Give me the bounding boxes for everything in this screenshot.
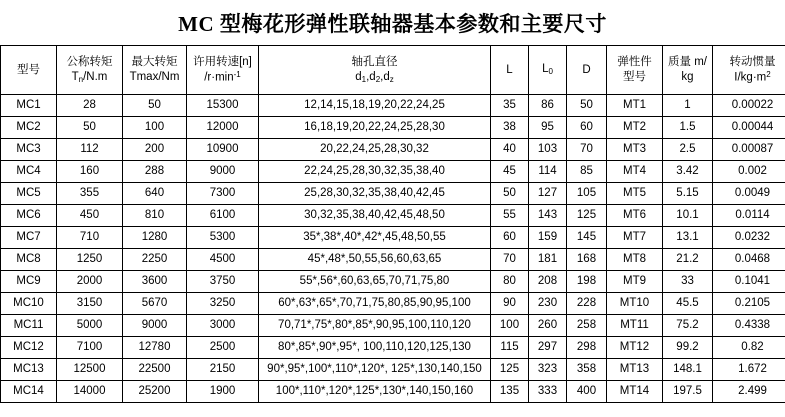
table-row — [1, 205, 785, 227]
cell-mass: 197.5 — [663, 381, 713, 403]
cell-l: 55 — [491, 205, 529, 227]
cell-l: 40 — [491, 139, 529, 161]
cell-allowable-speed: 3750 — [187, 271, 259, 293]
cell-d: 105 — [567, 183, 607, 205]
cell-nominal-torque: 7100 — [57, 337, 123, 359]
cell-l: 60 — [491, 227, 529, 249]
cell-moment-of-inertia: 0.4338 — [713, 315, 785, 337]
header-line-1: $L_0$ — [542, 63, 553, 77]
cell-d: 145 — [567, 227, 607, 249]
cell-l0: 114 — [529, 161, 567, 183]
cell-mass: 5.15 — [663, 183, 713, 205]
cell-mass: 99.2 — [663, 337, 713, 359]
cell-model: MC14 — [1, 381, 57, 403]
cell-d: 298 — [567, 337, 607, 359]
cell-l0: 260 — [529, 315, 567, 337]
header-line-2: $d_1,d_2,d_z$ — [355, 70, 394, 84]
cell-elastic-element: MT12 — [607, 337, 663, 359]
cell-allowable-speed: 5300 — [187, 227, 259, 249]
cell-l0: 208 — [529, 271, 567, 293]
cell-l: 45 — [491, 161, 529, 183]
cell-l: 50 — [491, 183, 529, 205]
cell-d: 228 — [567, 293, 607, 315]
cell-moment-of-inertia: 0.0468 — [713, 249, 785, 271]
header-line-2: $I/kg\cdot m^2$ — [734, 69, 771, 84]
cell-allowable-speed: 7300 — [187, 183, 259, 205]
cell-bore-diameter: 45*,48*,50,55,56,60,63,65 — [259, 249, 491, 271]
cell-moment-of-inertia: 0.0049 — [713, 183, 785, 205]
table-row — [1, 359, 785, 381]
cell-moment-of-inertia: 0.002 — [713, 161, 785, 183]
column-header-max-torque — [123, 46, 187, 95]
cell-elastic-element: MT10 — [607, 293, 663, 315]
cell-bore-diameter: 80*,85*,90*,95*, 100,110,120,125,130 — [259, 337, 491, 359]
table-row — [1, 161, 785, 183]
cell-max-torque: 288 — [123, 161, 187, 183]
cell-nominal-torque: 1250 — [57, 249, 123, 271]
cell-moment-of-inertia: 0.1041 — [713, 271, 785, 293]
cell-nominal-torque: 28 — [57, 95, 123, 117]
table-header-row — [1, 46, 785, 95]
column-header-model — [1, 46, 57, 95]
cell-elastic-element: MT1 — [607, 95, 663, 117]
cell-model: MC6 — [1, 205, 57, 227]
column-header-moment-of-inertia — [713, 46, 785, 95]
cell-d: 70 — [567, 139, 607, 161]
cell-model: MC13 — [1, 359, 57, 381]
header-line-1: 型号 — [17, 63, 40, 76]
column-header-bore-diameter — [259, 46, 491, 95]
table-header — [1, 46, 785, 95]
cell-allowable-speed: 15300 — [187, 95, 259, 117]
cell-l0: 86 — [529, 95, 567, 117]
header-line-1: 最大转矩 — [131, 56, 178, 69]
cell-allowable-speed: 3000 — [187, 315, 259, 337]
cell-max-torque: 100 — [123, 117, 187, 139]
cell-l0: 181 — [529, 249, 567, 271]
cell-max-torque: 1280 — [123, 227, 187, 249]
page-title: MC 型梅花形弹性联轴器基本参数和主要尺寸 — [178, 12, 607, 36]
cell-l0: 127 — [529, 183, 567, 205]
cell-elastic-element: MT13 — [607, 359, 663, 381]
cell-bore-diameter: 16,18,19,20,22,24,25,28,30 — [259, 117, 491, 139]
cell-nominal-torque: 710 — [57, 227, 123, 249]
cell-nominal-torque: 355 — [57, 183, 123, 205]
cell-l0: 103 — [529, 139, 567, 161]
cell-allowable-speed: 3250 — [187, 293, 259, 315]
cell-nominal-torque: 3150 — [57, 293, 123, 315]
cell-allowable-speed: 6100 — [187, 205, 259, 227]
cell-d: 400 — [567, 381, 607, 403]
header-line-2: Tmax/Nm — [129, 71, 180, 83]
spec-table — [0, 45, 785, 403]
table-row — [1, 315, 785, 337]
cell-l0: 333 — [529, 381, 567, 403]
cell-l0: 95 — [529, 117, 567, 139]
header-line-2: 型号 — [623, 71, 646, 83]
header-line-1: 公称转矩 — [66, 55, 113, 68]
cell-allowable-speed: 10900 — [187, 139, 259, 161]
cell-l: 115 — [491, 337, 529, 359]
cell-model: MC4 — [1, 161, 57, 183]
cell-l0: 297 — [529, 337, 567, 359]
column-header-nominal-torque — [57, 46, 123, 95]
header-line-1: D — [582, 63, 591, 76]
cell-model: MC2 — [1, 117, 57, 139]
cell-bore-diameter: 30,32,35,38,40,42,45,48,50 — [259, 205, 491, 227]
cell-bore-diameter: 55*,56*,60,63,65,70,71,75,80 — [259, 271, 491, 293]
column-header-mass — [663, 46, 713, 95]
cell-mass: 10.1 — [663, 205, 713, 227]
cell-max-torque: 12780 — [123, 337, 187, 359]
cell-model: MC11 — [1, 315, 57, 337]
cell-mass: 75.2 — [663, 315, 713, 337]
cell-l: 100 — [491, 315, 529, 337]
cell-max-torque: 25200 — [123, 381, 187, 403]
cell-moment-of-inertia: 0.2105 — [713, 293, 785, 315]
cell-moment-of-inertia: 0.0232 — [713, 227, 785, 249]
cell-allowable-speed: 2150 — [187, 359, 259, 381]
cell-l0: 230 — [529, 293, 567, 315]
column-header-elastic-element — [607, 46, 663, 95]
cell-d: 358 — [567, 359, 607, 381]
cell-nominal-torque: 50 — [57, 117, 123, 139]
cell-max-torque: 50 — [123, 95, 187, 117]
cell-max-torque: 640 — [123, 183, 187, 205]
cell-elastic-element: MT14 — [607, 381, 663, 403]
cell-moment-of-inertia: 0.00087 — [713, 139, 785, 161]
cell-model: MC1 — [1, 95, 57, 117]
table-row — [1, 271, 785, 293]
cell-elastic-element: MT3 — [607, 139, 663, 161]
cell-elastic-element: MT2 — [607, 117, 663, 139]
cell-max-torque: 5670 — [123, 293, 187, 315]
cell-bore-diameter: 12,14,15,18,19,20,22,24,25 — [259, 95, 491, 117]
cell-l: 38 — [491, 117, 529, 139]
header-line-1: 弹性件 — [617, 56, 652, 69]
cell-l: 135 — [491, 381, 529, 403]
cell-d: 258 — [567, 315, 607, 337]
table-row — [1, 95, 785, 117]
table-row — [1, 381, 785, 403]
cell-model: MC10 — [1, 293, 57, 315]
cell-moment-of-inertia: 0.00022 — [713, 95, 785, 117]
cell-allowable-speed: 12000 — [187, 117, 259, 139]
cell-elastic-element: MT4 — [607, 161, 663, 183]
cell-bore-diameter: 35*,38*,40*,42*,45,48,50,55 — [259, 227, 491, 249]
cell-elastic-element: MT7 — [607, 227, 663, 249]
cell-nominal-torque: 2000 — [57, 271, 123, 293]
cell-bore-diameter: 90*,95*,100*,110*,120*, 125*,130,140,150 — [259, 359, 491, 381]
cell-model: MC7 — [1, 227, 57, 249]
cell-bore-diameter: 22,24,25,28,30,32,35,38,40 — [259, 161, 491, 183]
table-row — [1, 139, 785, 161]
cell-mass: 3.42 — [663, 161, 713, 183]
cell-mass: 21.2 — [663, 249, 713, 271]
cell-model: MC9 — [1, 271, 57, 293]
cell-moment-of-inertia: 0.82 — [713, 337, 785, 359]
cell-max-torque: 810 — [123, 205, 187, 227]
header-line-2: kg — [681, 71, 694, 83]
cell-max-torque: 9000 — [123, 315, 187, 337]
table-row — [1, 117, 785, 139]
table-row — [1, 293, 785, 315]
cell-d: 198 — [567, 271, 607, 293]
cell-max-torque: 22500 — [123, 359, 187, 381]
cell-max-torque: 200 — [123, 139, 187, 161]
cell-mass: 2.5 — [663, 139, 713, 161]
cell-l: 125 — [491, 359, 529, 381]
cell-mass: 148.1 — [663, 359, 713, 381]
cell-moment-of-inertia: 0.0114 — [713, 205, 785, 227]
cell-elastic-element: MT5 — [607, 183, 663, 205]
cell-model: MC5 — [1, 183, 57, 205]
cell-elastic-element: MT8 — [607, 249, 663, 271]
header-line-1: 许用转速[n] — [193, 55, 252, 68]
cell-l0: 159 — [529, 227, 567, 249]
cell-elastic-element: MT11 — [607, 315, 663, 337]
cell-nominal-torque: 160 — [57, 161, 123, 183]
cell-bore-diameter: 100*,110*,120*,125*,130*,140,150,160 — [259, 381, 491, 403]
cell-l0: 323 — [529, 359, 567, 381]
cell-model: MC12 — [1, 337, 57, 359]
cell-d: 50 — [567, 95, 607, 117]
cell-d: 125 — [567, 205, 607, 227]
cell-allowable-speed: 4500 — [187, 249, 259, 271]
cell-nominal-torque: 112 — [57, 139, 123, 161]
header-line-2: $T_n/N.m$ — [71, 70, 108, 84]
cell-model: MC3 — [1, 139, 57, 161]
cell-l: 90 — [491, 293, 529, 315]
cell-allowable-speed: 1900 — [187, 381, 259, 403]
cell-bore-diameter: 70,71*,75*,80*,85*,90,95,100,110,120 — [259, 315, 491, 337]
column-header-l0 — [529, 46, 567, 95]
table-body — [1, 95, 785, 403]
header-line-1: 质量 m/ — [668, 56, 707, 69]
cell-nominal-torque: 450 — [57, 205, 123, 227]
table-row — [1, 183, 785, 205]
cell-l0: 143 — [529, 205, 567, 227]
cell-l: 80 — [491, 271, 529, 293]
cell-model: MC8 — [1, 249, 57, 271]
cell-elastic-element: MT6 — [607, 205, 663, 227]
column-header-allowable-speed — [187, 46, 259, 95]
header-line-1: 转动惯量 — [729, 55, 776, 68]
cell-max-torque: 2250 — [123, 249, 187, 271]
column-header-d — [567, 46, 607, 95]
header-line-1: 轴孔直径 — [351, 55, 398, 68]
cell-nominal-torque: 14000 — [57, 381, 123, 403]
column-header-l — [491, 46, 529, 95]
cell-allowable-speed: 9000 — [187, 161, 259, 183]
table-row — [1, 227, 785, 249]
cell-moment-of-inertia: 0.00044 — [713, 117, 785, 139]
cell-moment-of-inertia: 2.499 — [713, 381, 785, 403]
cell-mass: 45.5 — [663, 293, 713, 315]
cell-d: 85 — [567, 161, 607, 183]
cell-nominal-torque: 5000 — [57, 315, 123, 337]
cell-d: 168 — [567, 249, 607, 271]
cell-mass: 1 — [663, 95, 713, 117]
cell-mass: 1.5 — [663, 117, 713, 139]
cell-moment-of-inertia: 1.672 — [713, 359, 785, 381]
cell-mass: 33 — [663, 271, 713, 293]
cell-d: 60 — [567, 117, 607, 139]
cell-elastic-element: MT9 — [607, 271, 663, 293]
cell-max-torque: 3600 — [123, 271, 187, 293]
cell-bore-diameter: 25,28,30,32,35,38,40,42,45 — [259, 183, 491, 205]
table-row — [1, 337, 785, 359]
header-line-1: L — [506, 63, 513, 76]
cell-bore-diameter: 60*,63*,65*,70,71,75,80,85,90,95,100 — [259, 293, 491, 315]
header-line-2: $/r\cdot\min^{-1}$ — [204, 69, 241, 84]
cell-allowable-speed: 2500 — [187, 337, 259, 359]
cell-mass: 13.1 — [663, 227, 713, 249]
table-row — [1, 249, 785, 271]
cell-l: 70 — [491, 249, 529, 271]
cell-l: 35 — [491, 95, 529, 117]
cell-bore-diameter: 20,22,24,25,28,30,32 — [259, 139, 491, 161]
cell-nominal-torque: 12500 — [57, 359, 123, 381]
